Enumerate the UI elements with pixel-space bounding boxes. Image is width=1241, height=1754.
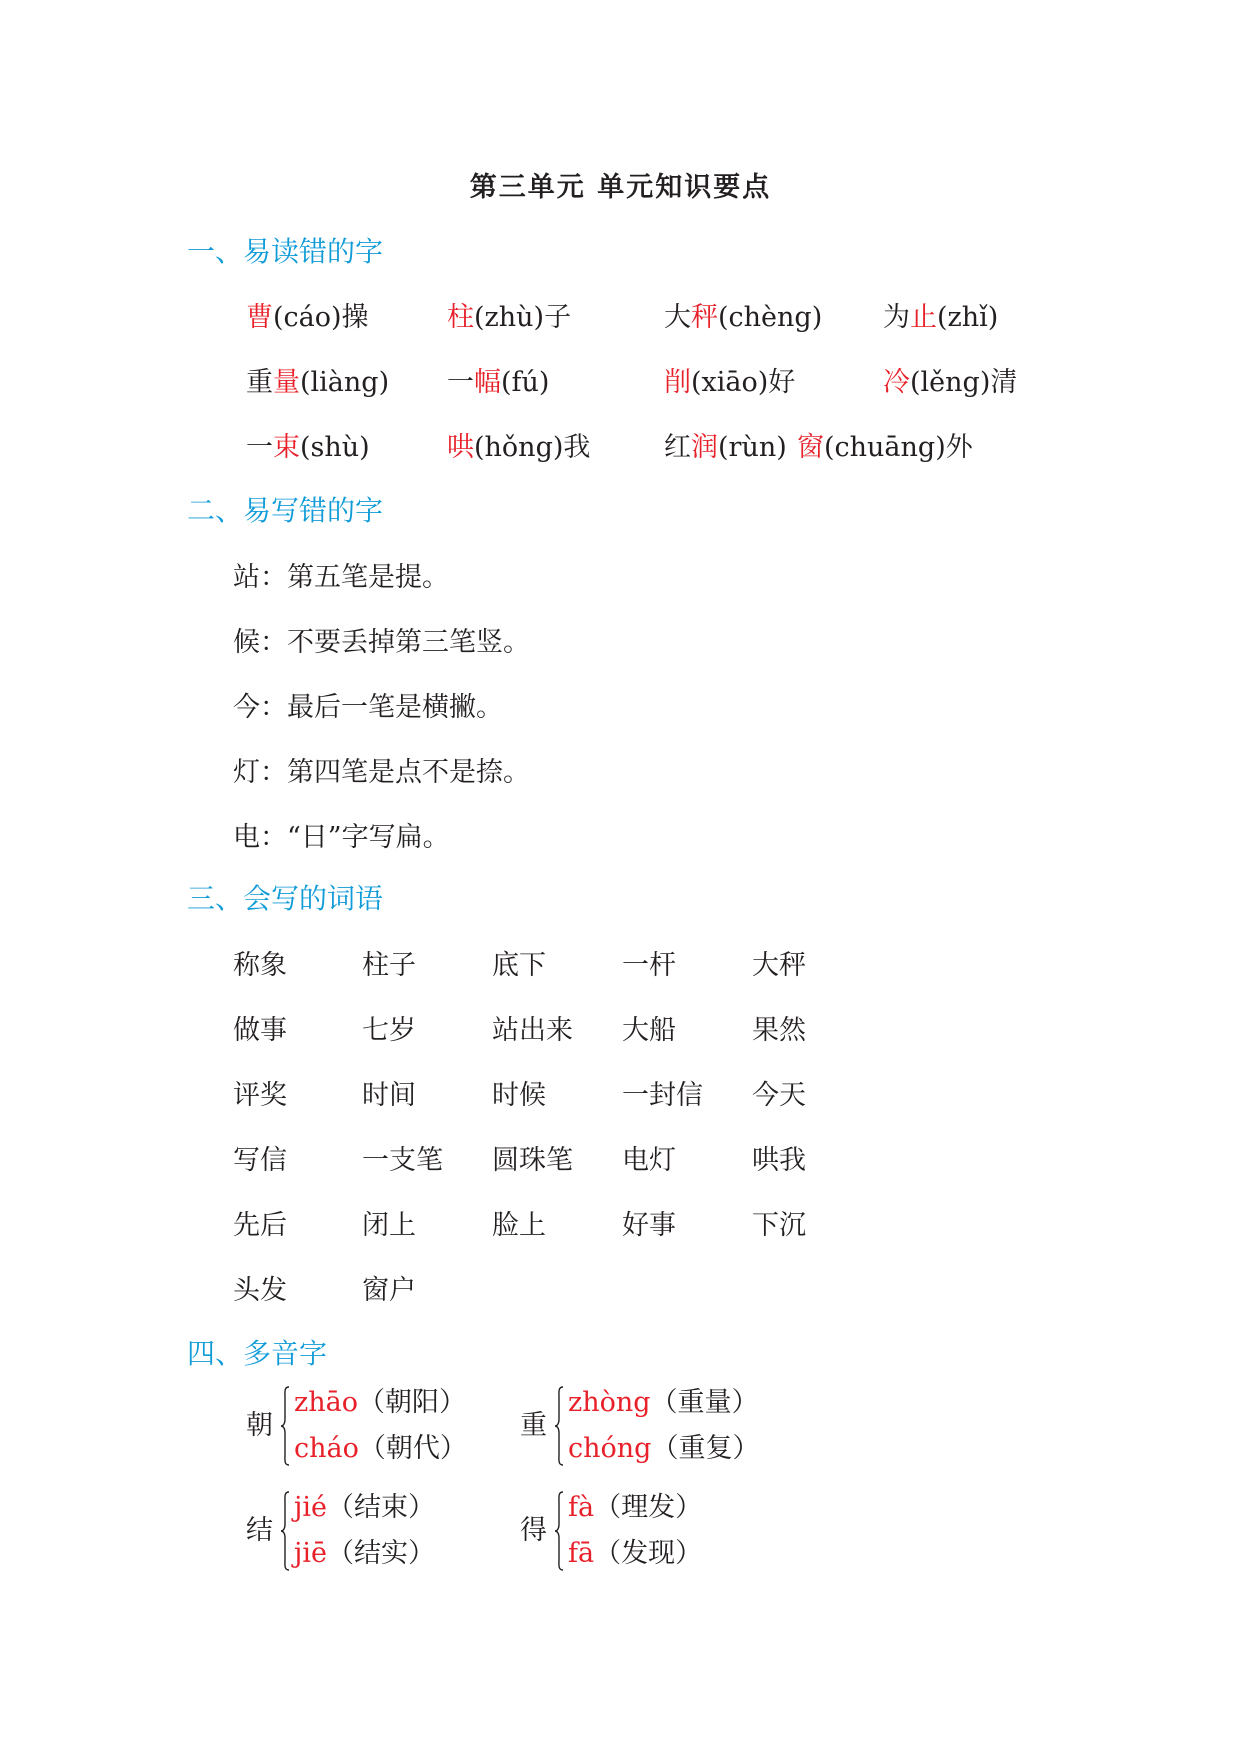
reading-item [447,360,549,399]
polyphone-reading [568,1426,759,1465]
writing-item: 今：最后一笔是横撇。 [233,692,503,723]
highlight-char: 止 [910,302,937,333]
highlight-char: 秤 [691,302,718,333]
example-word: （理发） [594,1492,703,1523]
reading-item [883,295,998,334]
reading-text: 一 [246,432,273,463]
word-item: 一杆 [622,950,676,981]
pinyin: fà [568,1492,595,1523]
brace-icon [554,1491,564,1571]
word-item: 果然 [752,1015,806,1046]
section-title-reading: 一、易读错的字 [187,235,384,268]
reading-item [664,425,787,464]
example-word: （朝代） [358,1433,467,1464]
pinyin: zhāo [294,1387,358,1418]
polyphone-entry [246,1485,506,1577]
reading-text: 一 [447,367,474,398]
highlight-char: 润 [691,432,718,463]
word-item: 今天 [752,1080,806,1111]
writing-item: 电：“日”字写扁。 [233,822,450,853]
reading-item [883,360,1017,399]
reading-text: (shù) [300,432,370,463]
polyphone-reading [568,1485,702,1524]
pinyin: cháo [294,1433,359,1464]
brace-icon [280,1386,290,1466]
highlight-char: 柱 [447,302,474,333]
writing-item: 候：不要丢掉第三笔竖。 [233,627,530,658]
reading-text: (cáo)操 [273,302,369,333]
word-item: 下沉 [752,1210,806,1241]
reading-text: (lěng)清 [910,367,1018,398]
word-item: 做事 [233,1015,287,1046]
word-item: 写信 [233,1145,287,1176]
pinyin: jié [294,1492,327,1523]
word-item: 大秤 [752,950,806,981]
reading-text: (fú) [501,367,550,398]
highlight-char: 窗 [797,432,824,463]
word-item: 评奖 [233,1080,287,1111]
reading-text: (zhù)子 [474,302,572,333]
word-item: 窗户 [362,1275,416,1306]
highlight-char: 冷 [883,367,910,398]
word-item: 称象 [233,950,287,981]
reading-text: 为 [883,302,910,333]
section-title-writing: 二、易写错的字 [187,494,384,527]
reading-text: 大 [664,302,691,333]
word-item: 圆珠笔 [492,1145,573,1176]
pinyin: fā [568,1538,595,1569]
word-item: 时间 [362,1080,416,1111]
word-item: 一支笔 [362,1145,443,1176]
polyphone-char: 重 [520,1410,547,1441]
word-item: 电灯 [622,1145,676,1176]
reading-item [797,425,973,464]
word-item: 时候 [492,1080,546,1111]
highlight-char: 削 [664,367,691,398]
polyphone-reading [294,1485,435,1524]
word-item: 先后 [233,1210,287,1241]
polyphone-reading [294,1380,466,1419]
example-word: （重量） [650,1387,759,1418]
word-item: 一封信 [622,1080,703,1111]
word-item: 大船 [622,1015,676,1046]
highlight-char: 曹 [246,302,273,333]
polyphone-reading [568,1380,759,1419]
polyphone-char: 结 [246,1515,273,1546]
highlight-char: 幅 [474,367,501,398]
word-item: 哄我 [752,1145,806,1176]
highlight-char: 哄 [447,432,474,463]
highlight-char: 束 [273,432,300,463]
polyphone-char: 朝 [246,1410,273,1441]
reading-text: (hǒng)我 [474,432,591,463]
highlight-char: 量 [273,367,300,398]
word-item: 七岁 [362,1015,416,1046]
word-item: 站出来 [492,1015,573,1046]
reading-item [246,360,389,399]
section-title-polyphones: 四、多音字 [187,1337,328,1370]
page-title: 第三单元 单元知识要点 [469,172,772,203]
reading-item [664,295,822,334]
word-item: 柱子 [362,950,416,981]
reading-text: (liàng) [300,367,390,398]
reading-item [447,295,571,334]
polyphone-char: 得 [520,1515,547,1546]
reading-text: (zhǐ) [937,302,999,333]
polyphone-entry [520,1380,780,1472]
writing-item: 灯：第四笔是点不是捺。 [233,757,530,788]
reading-text: (chèng) [718,302,823,333]
polyphone-entry [246,1380,506,1472]
word-item: 闭上 [362,1210,416,1241]
reading-text: 重 [246,367,273,398]
example-word: （结实） [327,1538,435,1569]
section-title-words: 三、会写的词语 [187,882,384,915]
example-word: （发现） [594,1538,703,1569]
writing-item: 站：第五笔是提。 [233,562,449,593]
example-word: （朝阳） [357,1387,466,1418]
reading-text: (rùn) [718,432,787,463]
example-word: （重复） [651,1433,760,1464]
polyphone-reading [294,1426,467,1465]
reading-item [246,425,370,464]
polyphone-reading [294,1531,435,1570]
reading-text: 红 [664,432,691,463]
pinyin: zhòng [568,1387,651,1418]
reading-item [246,295,369,334]
brace-icon [554,1386,564,1466]
reading-item [447,425,590,464]
polyphone-entry [520,1485,780,1577]
word-item: 脸上 [492,1210,546,1241]
word-item: 底下 [492,950,546,981]
pinyin: jiē [294,1538,327,1569]
brace-icon [280,1491,290,1571]
reading-text: (xiāo)好 [691,367,796,398]
word-item: 头发 [233,1275,287,1306]
word-item: 好事 [622,1210,676,1241]
polyphone-reading [568,1531,702,1570]
reading-item [664,360,795,399]
pinyin: chóng [568,1433,652,1464]
example-word: （结束） [327,1492,435,1523]
reading-text: (chuāng)外 [824,432,973,463]
